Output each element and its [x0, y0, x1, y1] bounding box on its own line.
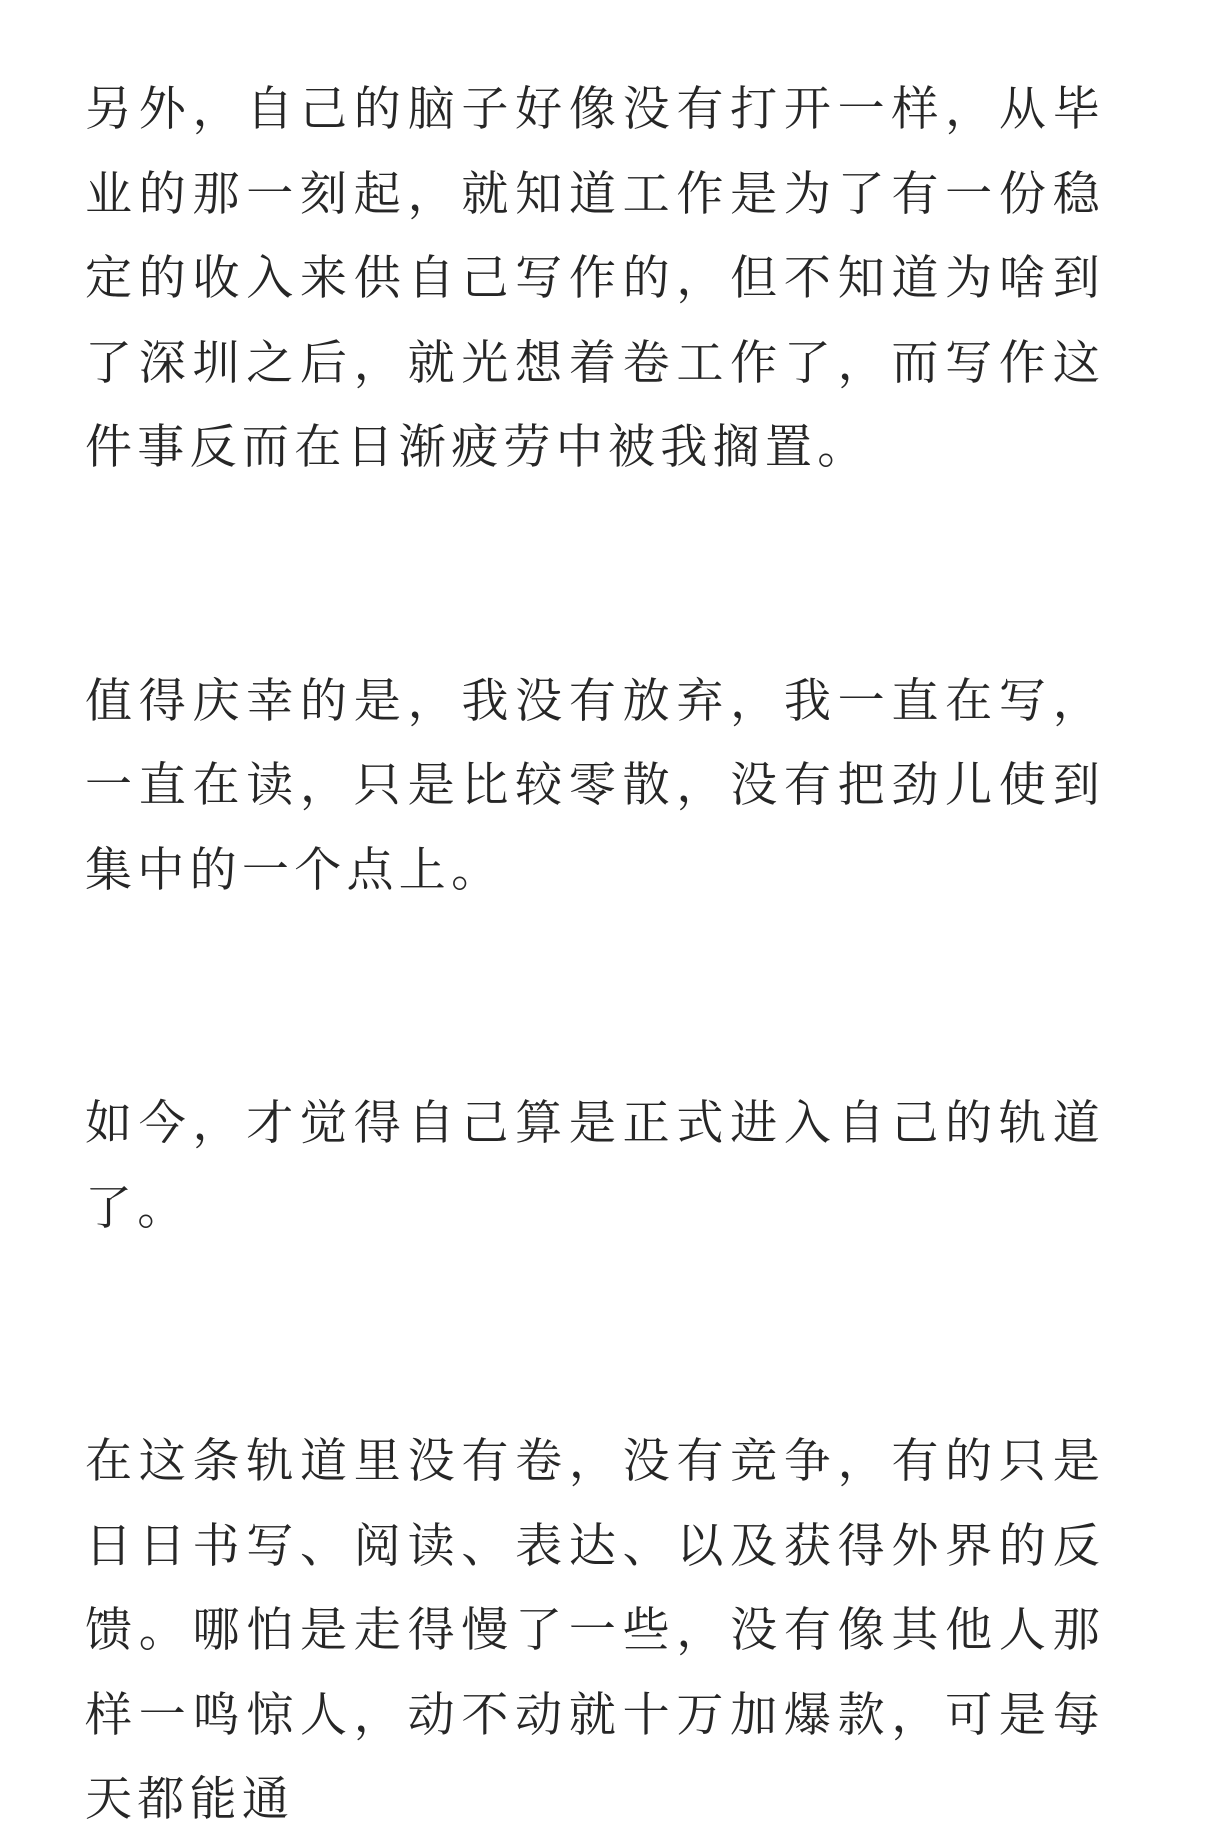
article-body [85, 68, 1105, 1843]
paragraph-3: 如今，才觉得自己算是正式进入自己的轨道了。 [85, 1096, 1105, 1236]
paragraph-2: 值得庆幸的是，我没有放弃，我一直在写，一直在读，只是比较零散，没有把劲儿使到集中的一个点上。 [85, 673, 1105, 898]
paragraph-1: 另外，自己的脑子好像没有打开一样，从毕业的那一刻起，就知道工作是为了有一份稳定的收入来供自己写作的，但不知道为啥到了深圳之后，就光想着卷工作了，而写作这件事反而在日渐疲劳中被我搁置。 [85, 82, 1105, 475]
paragraph-4: 在这条轨道里没有卷，没有竞争，有的只是日日书写、阅读、表达、以及获得外界的反馈。哪怕是走得慢了一些，没有像其他人那样一鸣惊人，动不动就十万加爆款，可是每天都能通 [85, 1434, 1105, 1827]
